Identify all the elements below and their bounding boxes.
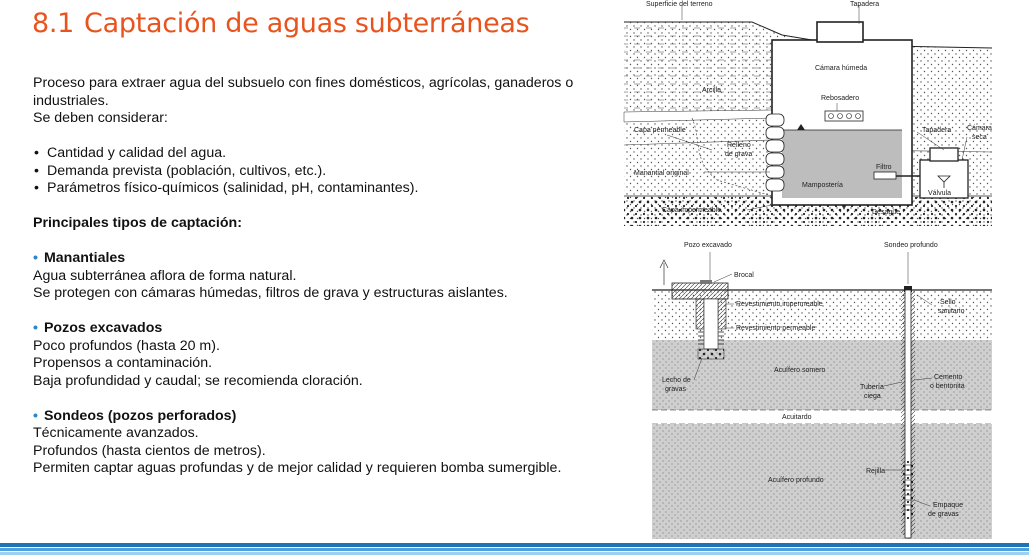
label-capa-permeable: Capa permeable: [634, 127, 686, 134]
footer-band: [0, 541, 1029, 555]
list-item: • Demanda prevista (población, cultivos, etc.).: [33, 163, 608, 181]
label-rev-perm: Revestimiento permeable: [736, 325, 816, 332]
label-empaque-1: Empaque: [933, 502, 963, 509]
label-tuberia-2: ciega: [864, 393, 881, 400]
intro-line-1: Proceso para extraer agua del subsuelo con fines domésticos, agrícolas, ganaderos o industriales.: [33, 75, 574, 109]
label-desague: Desagüe: [872, 209, 901, 216]
section-line: Técnicamente avanzados.: [33, 425, 199, 441]
label-tuberia-1: Tubería: [860, 384, 884, 391]
label-valvula: Válvula: [928, 190, 951, 197]
list-item: • Parámetros físico-químicos (salinidad, pH, contaminantes).: [33, 180, 608, 198]
label-camara-seca-1: Cámara: [967, 125, 992, 132]
label-lecho-1: Lecho de: [662, 377, 691, 384]
intro-line-2: Se deben considerar:: [33, 110, 168, 126]
label-arcilla: Arcilla: [702, 87, 722, 94]
label-lecho-2: gravas: [665, 386, 687, 393]
label-filtro: Filtro: [876, 164, 892, 171]
label-acuitardo: Acuitardo: [782, 414, 812, 421]
section-line: Permiten captar aguas profundas y de mejor calidad y requieren bomba sumergible.: [33, 460, 562, 476]
label-sello-1: Sello: [940, 299, 956, 306]
bullet-dot: •: [33, 320, 38, 336]
label-rev-imperm: Revestimiento impermeable: [736, 301, 823, 308]
body-text: [33, 75, 608, 478]
section-heading-sondeos: • Sondeos (pozos perforados): [33, 407, 237, 424]
label-relleno-1: Relleno: [727, 142, 751, 149]
section-line: Propensos a contaminación.: [33, 355, 213, 371]
section-number: 8.1: [32, 8, 75, 39]
label-empaque-2: de gravas: [928, 511, 959, 518]
label-sello-2: sanitario: [938, 308, 965, 315]
list-item: • Cantidad y calidad del agua.: [33, 145, 608, 163]
label-mamposteria: Mampostería: [802, 182, 843, 189]
label-camara-seca-2: seca: [972, 134, 987, 141]
considerations-list: [33, 145, 608, 198]
section-line: Agua subterránea aflora de forma natural.: [33, 267, 297, 284]
page-title: [32, 8, 529, 39]
section-line: Profundos (hasta cientos de metros).: [33, 442, 266, 459]
types-heading: Principales tipos de captación:: [33, 215, 242, 231]
label-superficie: Superficie del terreno: [646, 1, 713, 8]
label-cemento-2: o bentonita: [930, 383, 965, 390]
label-rejilla: Rejilla: [866, 468, 886, 475]
groundwater-diagrams: [622, 0, 994, 541]
bullet-dot: •: [33, 250, 38, 266]
section-heading-pozos: • Pozos excavados: [33, 320, 163, 336]
label-tapadera-2: Tapadera: [922, 127, 952, 134]
wells-diagram: [652, 242, 992, 539]
label-acuifero-profundo: Acuífero profundo: [768, 477, 824, 484]
label-camara-humeda: Cámara húmeda: [815, 65, 868, 72]
label-tapadera: Tapadera: [850, 1, 880, 8]
label-manantial: Manantial original: [634, 170, 689, 177]
bullet-dot: •: [33, 407, 38, 424]
spring-capture-diagram: [624, 1, 992, 226]
label-relleno-2: de grava: [725, 151, 753, 158]
section-heading-manantiales: • Manantiales: [33, 250, 126, 266]
label-brocal: Brocal: [734, 272, 754, 279]
label-pozo-excavado: Pozo excavado: [684, 242, 732, 249]
section-line: Poco profundos (hasta 20 m).: [33, 337, 220, 354]
label-cemento-1: Cemento: [934, 374, 963, 381]
label-sondeo: Sondeo profundo: [884, 242, 938, 249]
label-acuifero-somero: Acuífero somero: [774, 367, 826, 374]
section-line: Baja profundidad y caudal; se recomienda cloración.: [33, 372, 363, 389]
label-capa-impermeable: Capa impermeable: [662, 207, 722, 214]
section-title: Captación de aguas subterráneas: [84, 8, 530, 39]
label-rebosadero: Rebosadero: [821, 95, 860, 102]
section-line: Se protegen con cámaras húmedas, filtros de grava y estructuras aislantes.: [33, 285, 508, 301]
